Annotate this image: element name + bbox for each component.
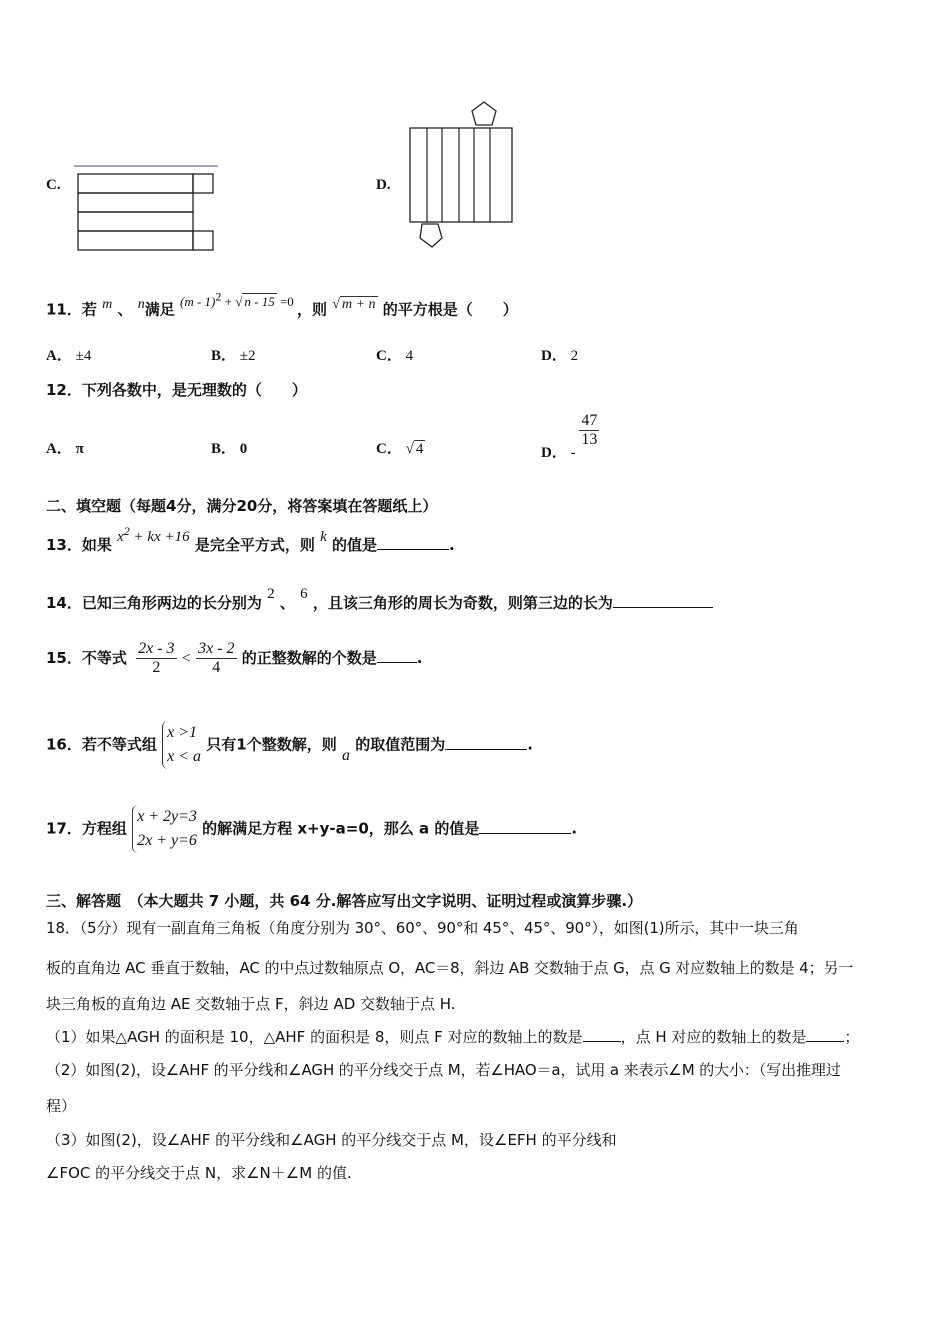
- q18-part-2-cont: 程）: [46, 1097, 77, 1115]
- rect-3: [78, 212, 193, 231]
- q18-part-3-cont: ∠FOC 的平分线交于点 N，求∠N＋∠M 的值.: [46, 1164, 352, 1182]
- option-d-label: D.: [376, 177, 391, 193]
- q12-option-d[interactable]: D． - $\frac{47}{13}$: [541, 412, 598, 461]
- pentagon-bottom: [420, 224, 442, 247]
- section-2-title: 二、填空题（每题4分，满分20分，将答案填在答题纸上）: [46, 497, 438, 515]
- q12-option-c[interactable]: C． √ 4: [376, 441, 424, 457]
- question-12: 12．下列各数中，是无理数的（ ）: [46, 381, 307, 399]
- option-d-figure: [404, 98, 519, 253]
- q11-option-c[interactable]: C． 4: [376, 348, 414, 364]
- option-c-figure: [70, 160, 220, 255]
- q18-part-1: （1）如果△AGH 的面积是 10，△AHF 的面积是 8，则点 F 对应的数轴上的数是 ，点 H 对应的数轴上的数是 ；: [46, 1028, 860, 1046]
- q11-option-d[interactable]: D． 2: [541, 348, 579, 364]
- q15-answer-blank[interactable]: [377, 648, 417, 663]
- q11-option-b[interactable]: B． ±2: [211, 348, 256, 364]
- q13-answer-blank[interactable]: [377, 535, 449, 550]
- pentagon-top: [472, 102, 496, 125]
- question-11: 11．若 m 、 n满足 (m - 1)$^2$ + √ n - 15 =0 ，则 √ m + n 的平方根是（ ）: [46, 290, 518, 319]
- q18-line-2: 板的直角边 AC 垂直于数轴，AC 的中点过数轴原点 O，AC＝8，斜边 AB 交数轴于点 G，点 G 对应数轴上的数是 4；另一: [46, 959, 854, 977]
- q12-option-b[interactable]: B． 0: [211, 441, 248, 457]
- q18-part-2: （2）如图(2)，设∠AHF 的平分线和∠AGH 的平分线交于点 M，若∠HAO＝a，试用 a 来表示∠M 的大小：（写出推理过: [46, 1061, 841, 1079]
- flap-top: [193, 174, 213, 193]
- rect-1: [78, 174, 193, 193]
- q17-answer-blank[interactable]: [479, 819, 571, 834]
- q12-option-a[interactable]: A． π: [46, 441, 84, 457]
- rect-4: [78, 231, 193, 250]
- q11-equation: (m - 1)$^2$ + √ n - 15 =0: [179, 290, 294, 310]
- q18-line-3: 块三角板的直角边 AE 交数轴于点 F，斜边 AD 交数轴于点 H.: [46, 995, 456, 1013]
- q18-f-blank[interactable]: [583, 1027, 621, 1042]
- q11-option-a[interactable]: A． ±4: [46, 348, 92, 364]
- question-15: 15．不等式 $\frac{2x - 3}{2}$ < $\frac{3x - 2}{4}$ 的正整数解的个数是 .: [46, 640, 423, 676]
- option-c-label: C.: [46, 177, 61, 193]
- section-3-title: 三、解答题 （本大题共 7 小题，共 64 分.解答应写出文字说明、证明过程或演算步骤.）: [46, 892, 643, 910]
- question-13: 13．如果 $x^2$ + kx +16 是完全平方式，则 k 的值是 .: [46, 524, 455, 554]
- q16-answer-blank[interactable]: [445, 735, 527, 750]
- question-14: 14．已知三角形两边的长分别为 2 、 6 ，且该三角形的周长为奇数，则第三边的长为: [46, 592, 713, 613]
- question-17: 17．方程组 x + 2y=3 2x + y=6 的解满足方程 x+y-a=0，那么 a 的值是 .: [46, 805, 577, 853]
- q18-part-3: （3）如图(2)，设∠AHF 的平分线和∠AGH 的平分线交于点 M，设∠EFH 的平分线和: [46, 1131, 617, 1149]
- flap-bottom: [193, 231, 213, 250]
- prism-body: [410, 128, 512, 222]
- q18-line-1: 18．（5分）现有一副直角三角板（角度分别为 30°、60°、90°和 45°、45°、90°），如图(1)所示，其中一块三角: [46, 919, 799, 937]
- q14-answer-blank[interactable]: [613, 593, 713, 608]
- question-16: 16．若不等式组 x >1 x < a 只有1个整数解，则 a 的取值范围为 .: [46, 721, 533, 769]
- rect-2: [78, 193, 193, 212]
- q18-h-blank[interactable]: [806, 1027, 844, 1042]
